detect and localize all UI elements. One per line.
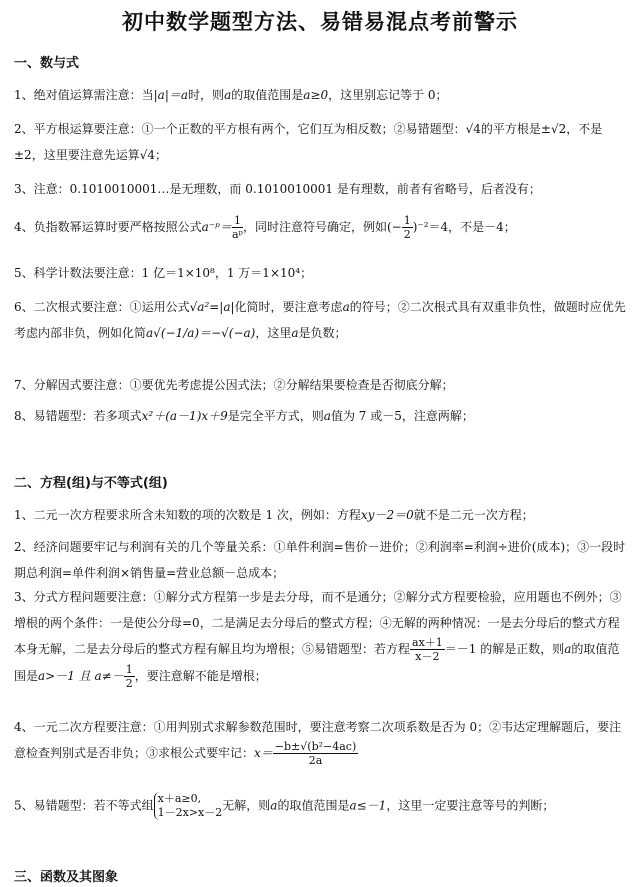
page-title: 初中数学题型方法、易错易混点考前警示 <box>122 9 518 34</box>
s2-item-4: 4、一元二次方程要注意：①用判别式求解参数范围时，要注意考察二次项系数是否为 0；②韦达定理解题后，要注意检查判别式是否非负；③求根公式要牢记：x＝ $\frac{\text{−b±√(b²−4ac)}}{2a}$ <box>14 720 622 767</box>
s2-item-2: 2、经济问题要牢记与利润有关的几个等量关系：①单件利润=售价－进价；②利润率=利润÷进价(成本)；③一段时期总利润=单件利润×销售量=营业总额－总成本； <box>14 540 626 580</box>
s2-item-5: 5、易错题型：若不等式组 x＋a≥0, 1－2x>x－2 无解，则a的取值范围是a≤－1，这里一定要注意等号的判断； <box>14 792 555 819</box>
s1-item-6: 6、二次根式要注意：①运用公式√a²=|a|化简时，要注意考虑a的符号；②二次根式具有双重非负性，做题时应优先考虑内部非负，例如化简a√(−1/a)＝−√(−a)，这里a是负数； <box>14 300 626 340</box>
section-heading-2: 二、方程(组)与不等式(组) <box>14 476 168 491</box>
s1-item-5: 5、科学计数法要注意：1 亿＝1×10⁸，1 万＝1×10⁴； <box>14 266 313 280</box>
s1-item-8: 8、易错题型：若多项式x²＋(a－1)x＋9是完全平方式，则a值为 7 或－5，注意两解； <box>14 409 474 423</box>
s2-item-3: 3、分式方程问题要注意：①解分式方程第一步是去分母，而不是通分；②解分式方程要检验，应用题也不例外；③增根的两个条件：一是使公分母=0，二是满足去分母后的整式方程；④无解的两种情况：一是去分母后的整式方程本身无解，二是去分母后的整式方程有解且均为增根；⑤易错题型：若方程 $\frac{ax+1}{x-2}$ ＝－1 的解是正数，则a的取值范围是a>－1 且 a≠－ $\frac{1}{2}$ ，要注意解不能是增根； <box>14 590 622 690</box>
s1-item-3: 3、注意：0.1010010001…是无理数，而 0.1010010001 是有理数，前者有省略号，后者没有； <box>14 182 541 196</box>
s1-item-4: 4、负指数幂运算时要严格按照公式a⁻ᵖ＝ $\frac{1}{\text{aᵖ}}$ ，同时注意符号确定，例如(− $\frac{1}{2}$ )⁻²＝4，不是－4； <box>14 214 516 241</box>
s1-item-7: 7、分解因式要注意：①要优先考虑提公因式法；②分解结果要检查是否彻底分解； <box>14 378 454 392</box>
s2-item-1: 1、二元一次方程要求所含未知数的项的次数是 1 次，例如：方程xy－2＝0就不是二元一次方程； <box>14 508 534 522</box>
section-heading-3: 三、函数及其图象 <box>14 870 119 885</box>
s1-item-2: 2、平方根运算要注意：①一个正数的平方根有两个，它们互为相反数；②易错题型：√4的平方根是±√2，不是±2，这里要注意先运算√4； <box>14 122 603 162</box>
s1-item-1: 1、绝对值运算需注意：当|a|＝a时，则a的取值范围是a≥0，这里别忘记等于 0； <box>14 88 448 102</box>
section-heading-1: 一、数与式 <box>14 56 80 71</box>
